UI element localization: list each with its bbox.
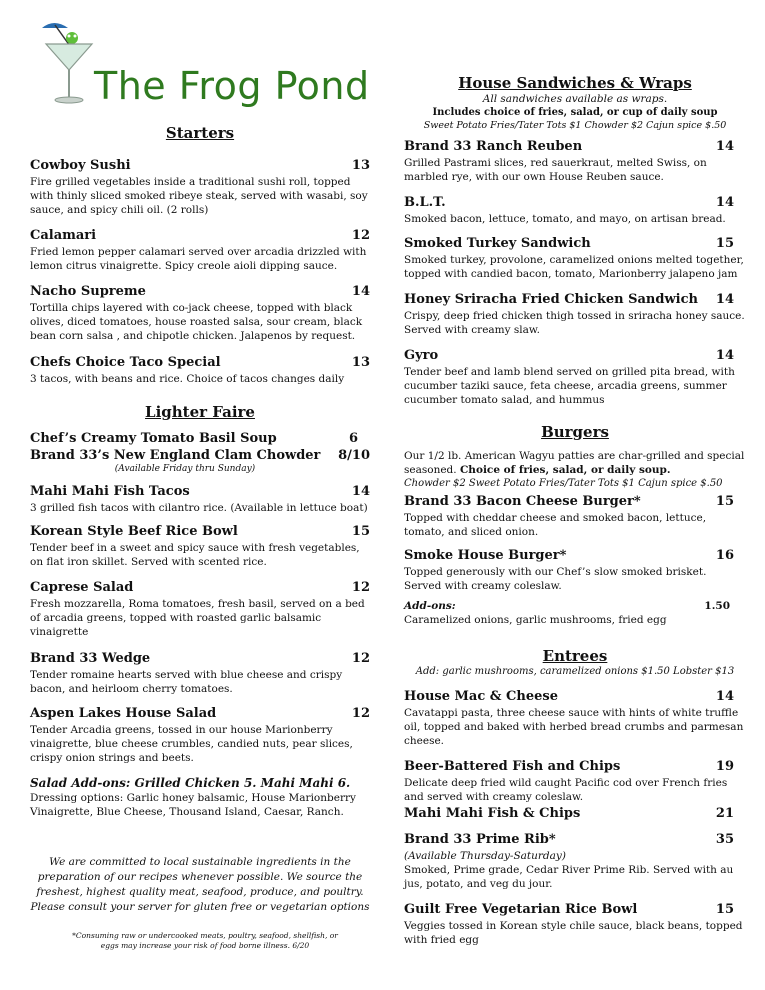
item-price: 6 [348,431,358,446]
entrees-note: Add: garlic mushrooms, caramelized onions $1.50 Lobster $13 [415,666,735,677]
item-desc: 3 grilled fish tacos with cilantro rice. (Available in lettuce boat) [30,502,368,514]
sourcing-statement: We are committed to local sustainable ingredients in the preparation of our recipes whenever possible. We source the freshest, highest quality meat, seafood, produce, and poultry. Please consult your server for gluten free or vegetarian options [30,856,370,913]
item-price: 15 [715,494,734,509]
item-name: House Mac & Cheese [404,689,558,704]
menu-item [30,484,370,515]
item-name: Brand 33 Bacon Cheese Burger* [404,494,641,509]
item-price: 15 [351,524,370,539]
menu-item [30,284,370,343]
item-desc: Delicate deep fried wild caught Pacific cod over French fries and served with creamy coleslaw. [404,777,728,803]
item-name: B.L.T. [404,195,446,210]
burgers-intro [404,449,746,477]
item-name: Chef’s Creamy Tomato Basil Soup [30,431,277,446]
item-price: 14 [351,484,370,499]
menu-item [404,292,746,337]
item-name: Smoke House Burger* [404,548,567,563]
burgers-intro-text: Our 1/2 lb. American Wagyu patties are char-grilled and special seasoned. [404,450,745,476]
menu-item [30,706,370,765]
sandwiches-title: House Sandwiches & Wraps [458,74,692,92]
menu-item [404,139,746,184]
sandwiches-note: All sandwiches available as wraps. [482,93,668,105]
menu-item [404,832,746,891]
burger-addons [404,600,746,626]
item-price: 14 [351,284,370,299]
item-name: Korean Style Beef Rice Bowl [30,524,238,539]
entrees-title: Entrees [542,647,608,665]
burgers-extras: Chowder $2 Sweet Potato Fries/Tater Tots $1 Cajun spice $.50 [404,478,723,489]
item-desc: Tender beef and lamb blend served on grilled pita bread, with cucumber taziki sauce, feta cheese, arcadia greens, summer cucumber tomato salad, and hummus [404,366,735,406]
burgers-title: Burgers [541,423,609,441]
item-desc: Tortilla chips layered with co-jack cheese, topped with black olives, diced tomatoes, house roasted salsa, sour cream, black bean corn salsa , and chipotle chicken. Jalapenos by request. [30,302,363,342]
item-name: Mahi Mahi Fish Tacos [30,484,190,499]
item-desc: 3 tacos, with beans and rice. Choice of tacos changes daily [30,373,345,385]
item-name: Guilt Free Vegetarian Rice Bowl [404,902,638,917]
restaurant-name: The Frog Pond [94,64,370,108]
item-desc: Smoked turkey, provolone, caramelized onions melted together, topped with candied bacon, tomato, Marionberry jalapeno jam [404,254,744,280]
item-name: Smoked Turkey Sandwich [404,236,591,251]
menu-item [30,651,370,696]
salad-addons-text: Salad Add-ons: Grilled Chicken 5. Mahi Mahi 6. [30,776,351,790]
menu-item [404,548,746,593]
item-name: Brand 33’s New England Clam Chowder [30,448,321,463]
lighter-faire-title: Lighter Faire [145,403,255,421]
item-price: 13 [351,158,370,173]
item-name: Brand 33 Prime Rib* [404,832,556,847]
item-price: 19 [715,759,734,774]
menu-item [404,759,746,804]
menu-item [404,902,746,947]
burgers-intro-choice: Choice of fries, salad, or daily soup. [459,464,671,476]
menu-item [30,228,370,273]
item-price: 14 [715,195,734,210]
item-desc: Tender beef in a sweet and spicy sauce with fresh vegetables, on flat iron skillet. Served with scented rice. [30,542,360,568]
sandwiches-extras: Sweet Potato Fries/Tater Tots $1 Chowder $2 Cajun spice $.50 [423,120,727,131]
addons-label: Add-ons: [404,600,456,612]
item-desc: Fire grilled vegetables inside a traditional sushi roll, topped with thinly sliced smoked ribeye steak, served with wasabi, soy sauce, and spicy chili oil. (2 rolls) [30,176,368,216]
dressing-options: Dressing options: Garlic honey balsamic, House Marionberry Vinaigrette, Blue Cheese, Thousand Island, Caesar, Ranch. [30,792,356,818]
item-desc: Grilled Pastrami slices, red sauerkraut, melted Swiss, on marbled rye, with our own House Reuben sauce. [404,157,707,183]
item-name: Mahi Mahi Fish & Chips [404,806,581,821]
salad-addons [30,776,370,819]
item-desc: Smoked, Prime grade, Cedar River Prime Rib. Served with au jus, potato, and veg du jour. [404,864,734,890]
menu-item [404,806,746,822]
item-price: 12 [351,580,370,595]
item-price: 15 [715,236,734,251]
item-desc: Fried lemon pepper calamari served over arcadia drizzled with lemon citrus vinaigrette. Spicy creole aioli dipping sauce. [30,246,367,272]
menu-item [30,355,370,386]
item-desc: Topped generously with our Chef’s slow smoked brisket. Served with creamy coleslaw. [404,566,707,592]
addons-desc: Caramelized onions, garlic mushrooms, fried egg [404,614,667,626]
item-price: 16 [715,548,734,563]
item-price: 14 [715,689,734,704]
item-desc: Smoked bacon, lettuce, tomato, and mayo, on artisan bread. [404,213,726,225]
item-name: Beer-Battered Fish and Chips [404,759,621,774]
item-name: Calamari [30,228,97,243]
item-name: Brand 33 Ranch Reuben [404,139,583,154]
item-name: Cowboy Sushi [30,158,131,173]
item-name: Nacho Supreme [30,284,146,299]
item-desc: Veggies tossed in Korean style chile sauce, black beans, topped with fried egg [404,920,743,946]
item-name: Aspen Lakes House Salad [30,706,217,721]
starters-title: Starters [165,124,235,142]
menu-item [30,580,370,639]
item-price: 12 [351,706,370,721]
item-desc: Tender Arcadia greens, tossed in our house Marionberry vinaigrette, blue cheese crumbles, candied nuts, pear slices, crispy onion strings and beets. [30,724,353,764]
item-availability: (Available Thursday-Saturday) [404,850,566,862]
item-price: 35 [715,832,734,847]
item-price: 15 [715,902,734,917]
item-price: 14 [715,348,734,363]
item-name: Brand 33 Wedge [30,651,151,666]
item-desc: Cavatappi pasta, three cheese sauce with hints of white truffle oil, topped and baked with herbed bread crumbs and parmesan cheese. [404,707,744,747]
item-name: Chefs Choice Taco Special [30,355,221,370]
addons-price: 1.50 [704,600,730,612]
menu-item [404,494,746,539]
soup-item [30,431,370,447]
logo [36,20,370,110]
menu-item [404,689,746,748]
menu-item [404,195,746,226]
item-price: 12 [351,228,370,243]
martini-glass-icon [36,20,96,106]
item-price: 14 [715,292,734,307]
item-desc: Tender romaine hearts served with blue cheese and crispy bacon, and heirloom cherry tomatoes. [30,669,343,695]
item-price: 21 [715,806,734,821]
item-desc: Crispy, deep fried chicken thigh tossed in sriracha honey sauce. Served with creamy slaw. [404,310,745,336]
menu-item [30,158,370,217]
menu-item [404,236,746,281]
item-desc: Fresh mozzarella, Roma tomatoes, fresh basil, served on a bed of arcadia greens, topped with roasted garlic balsamic vinaigrette [30,598,365,638]
item-note: (Available Friday thru Sunday) [114,464,256,474]
health-disclaimer: *Consuming raw or undercooked meats, poultry, seafood, shellfish, or eggs may increase your risk of food borne illness. 6/20 [72,931,338,950]
sandwiches-includes: Includes choice of fries, salad, or cup of daily soup [432,107,718,118]
item-name: Honey Sriracha Fried Chicken Sandwich [404,292,698,307]
item-price: 13 [351,355,370,370]
soup-item [30,448,370,474]
item-name: Caprese Salad [30,580,134,595]
menu-item [404,348,746,407]
item-price: 8/10 [338,448,370,463]
item-price: 14 [715,139,734,154]
item-name: Gyro [404,348,439,363]
menu-item [30,524,370,569]
item-price: 12 [351,651,370,666]
item-desc: Topped with cheddar cheese and smoked bacon, lettuce, tomato, and sliced onion. [404,512,707,538]
